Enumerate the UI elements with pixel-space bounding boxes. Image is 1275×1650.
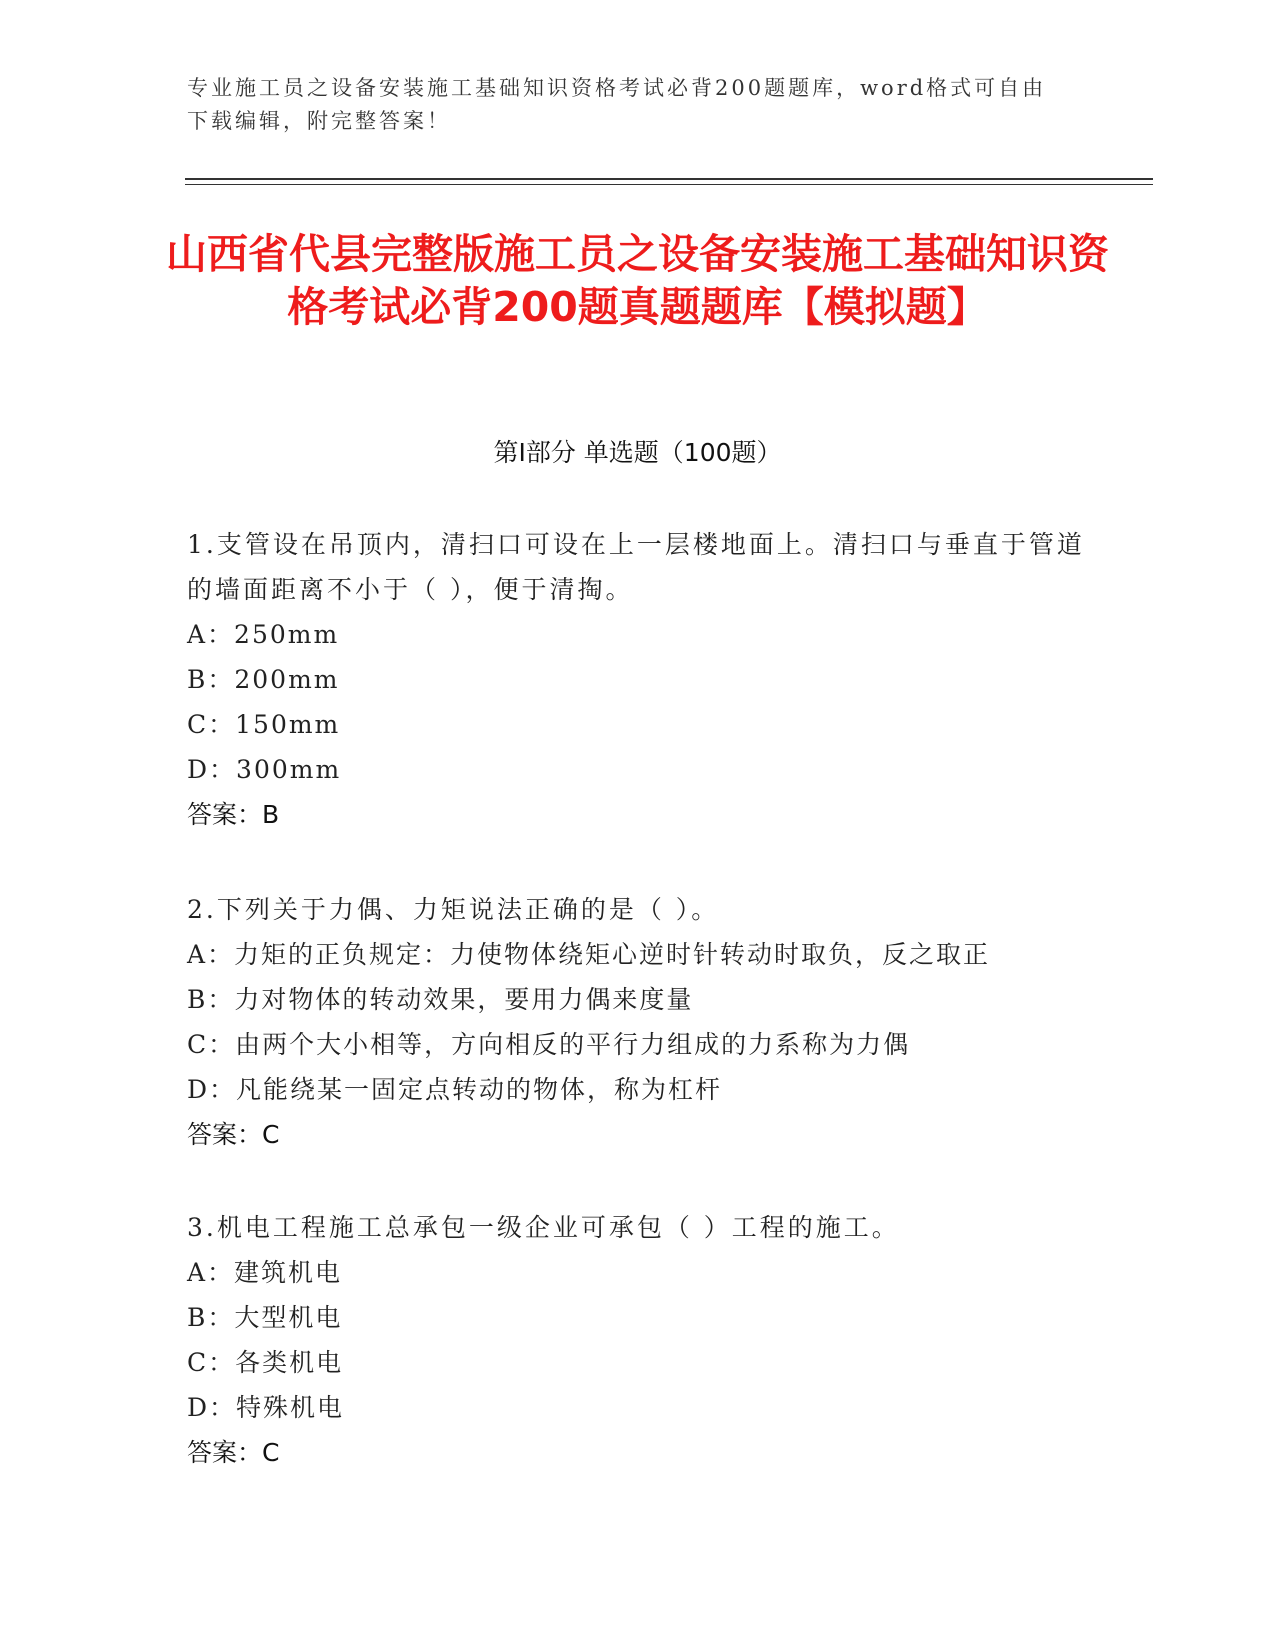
header-divider-thin [185,184,1153,185]
option-c: C：由两个大小相等，方向相反的平行力组成的力系称为力偶 [187,1030,911,1059]
option-d: D：特殊机电 [187,1393,345,1422]
question-text: 2.下列关于力偶、力矩说法正确的是（ ）。 [187,895,720,924]
option-a: A：力矩的正负规定：力使物体绕矩心逆时针转动时取负，反之取正 [187,940,991,969]
question-2 [187,887,1087,1157]
answer: 答案：C [187,1120,280,1149]
document-title: 山西省代县完整版施工员之设备安装施工基础知识资格考试必背200题真题题库【模拟题】 [166,230,1109,331]
option-b: B：力对物体的转动效果，要用力偶来度量 [187,985,694,1014]
option-d: D：凡能绕某一固定点转动的物体，称为杠杆 [187,1075,723,1104]
option-a: A：250mm [187,620,340,649]
header-divider-thick [185,178,1153,180]
section-heading: 第I部分 单选题（100题） [493,438,782,467]
question-text: 3.机电工程施工总承包一级企业可承包（ ）工程的施工。 [187,1213,900,1242]
answer: 答案：B [187,800,280,829]
option-c: C：各类机电 [187,1348,344,1377]
option-c: C：150mm [187,710,341,739]
option-a: A：建筑机电 [187,1258,343,1287]
answer: 答案：C [187,1438,280,1467]
option-d: D：300mm [187,755,342,784]
question-3 [187,1205,1087,1475]
question-1 [187,522,1087,837]
question-text: 1.支管设在吊顶内，清扫口可设在上一层楼地面上。清扫口与垂直于管道的墙面距离不小于（ ），便于清掏。 [187,530,1085,604]
option-b: B：大型机电 [187,1303,343,1332]
option-b: B：200mm [187,665,340,694]
header-note: 专业施工员之设备安装施工基础知识资格考试必背200题题库，word格式可自由下载编辑，附完整答案！ [187,76,1047,133]
